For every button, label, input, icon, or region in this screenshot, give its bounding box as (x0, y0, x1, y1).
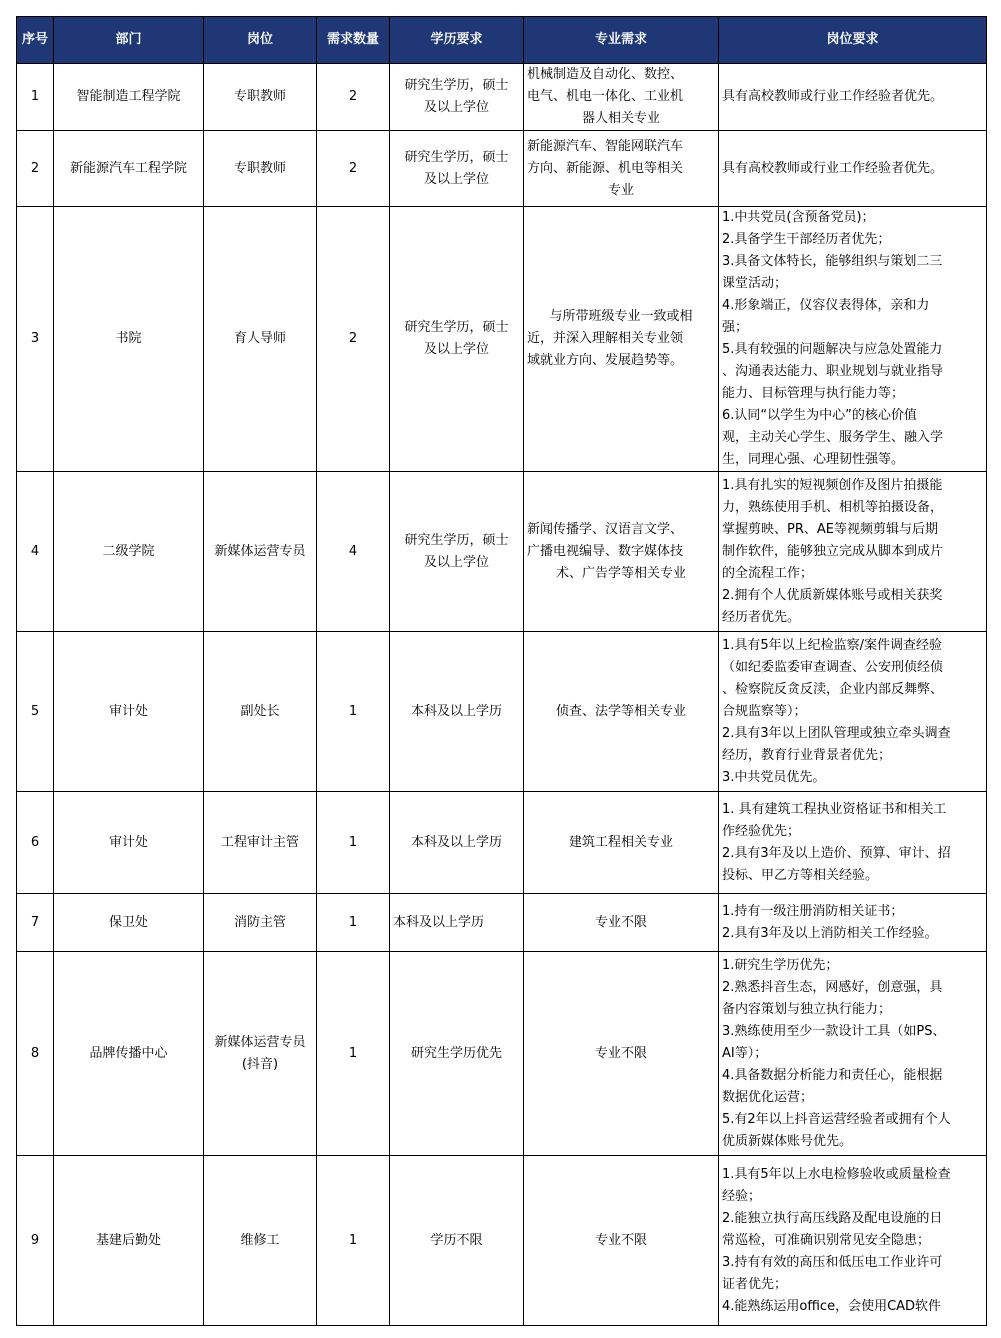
req-line: 数据优化运营； (722, 1089, 814, 1105)
cell-dept: 基建后勤处 (54, 1156, 204, 1326)
cell-dept: 书院 (54, 207, 204, 472)
major-line: 术、广告学等相关专业 (555, 565, 686, 581)
cell-no: 2 (17, 131, 54, 207)
edu-line: 研究生学历，硕士 (404, 149, 509, 165)
req-line: 课堂活动； (722, 276, 788, 291)
req-line: 3.熟练使用至少一款设计工具（如PS、 (722, 1023, 946, 1039)
req-line: 5.有2年以上抖音运营经验者或拥有个人 (722, 1111, 951, 1127)
req-line: 2.熟悉抖音生态，网感好，创意强，具 (722, 979, 943, 995)
cell-major (524, 632, 719, 792)
table-row (17, 207, 987, 472)
cell-dept: 二级学院 (54, 472, 204, 632)
major-line: 与所带班级专业一致或相 (549, 309, 693, 324)
cell-req (719, 952, 987, 1156)
major-line: 侦查、法学等相关专业 (555, 703, 686, 719)
job-requirements-table (16, 16, 987, 1326)
req-line: 1.具有扎实的短视频创作及图片拍摄能 (722, 477, 943, 493)
cell-edu (390, 632, 524, 792)
major-line: 专业不限 (594, 1045, 647, 1061)
req-line: 合规监察等）； (722, 703, 807, 719)
table-row (17, 1156, 987, 1326)
cell-count: 1 (317, 952, 390, 1156)
req-line: AI等）； (722, 1045, 768, 1061)
cell-req (719, 207, 987, 472)
req-line: 1.具有5年以上纪检监察/案件调查经验 (722, 637, 943, 653)
cell-no: 9 (17, 1156, 54, 1326)
req-line: 4.能熟练运用office，会使用CAD软件 (722, 1298, 942, 1314)
position-line: 新媒体运营专员 (214, 1034, 306, 1050)
cell-edu (390, 207, 524, 472)
cell-position: 专职教师 (204, 64, 317, 131)
req-line: 2.能独立执行高压线路及配电设施的日 (722, 1210, 943, 1226)
cell-position: 消防主管 (204, 894, 317, 952)
cell-count: 1 (317, 792, 390, 894)
req-line: 3.具备文体特长，能够组织与策划二三 (722, 254, 943, 269)
cell-position: 副处长 (204, 632, 317, 792)
edu-line: 及以上学位 (423, 171, 489, 187)
req-line: 2.具有3年及以上消防相关工作经验。 (722, 925, 938, 941)
cell-count: 2 (317, 64, 390, 131)
edu-line: 研究生学历，硕士 (404, 78, 509, 93)
header-dept: 部门 (54, 17, 204, 64)
cell-major (524, 131, 719, 207)
table-header-row (17, 17, 987, 64)
table-row (17, 64, 987, 131)
edu-line: 本科及以上学历 (410, 834, 502, 850)
req-line: 生，同理心强、心理韧性强等。 (722, 452, 905, 467)
cell-no: 3 (17, 207, 54, 472)
req-line: 1. 具有建筑工程执业资格证书和相关工 (722, 801, 947, 817)
major-line: 新能源汽车、智能网联汽车 (527, 138, 684, 154)
cell-req (719, 632, 987, 792)
header-count: 需求数量 (317, 17, 390, 64)
table-row (17, 472, 987, 632)
req-line: 6.认同“以学生为中心”的核心价值 (722, 408, 917, 423)
req-line: 1.持有一级注册消防相关证书； (722, 903, 904, 919)
cell-req (719, 64, 987, 131)
cell-count: 2 (317, 131, 390, 207)
req-line: 2.拥有个人优质新媒体账号或相关获奖 (722, 587, 943, 603)
req-line: 1.研究生学历优先； (722, 957, 839, 973)
major-line: 近，并深入理解相关专业领 (527, 331, 684, 346)
req-line: 5.具有较强的问题解决与应急处置能力 (722, 342, 943, 357)
position-line: (抖音) (241, 1056, 279, 1072)
cell-position (204, 952, 317, 1156)
header-no: 序号 (17, 17, 54, 64)
req-line: 1.中共党员(含预备党员)； (722, 210, 875, 225)
req-line: 2.具有3年及以上造价、预算、审计、招 (722, 845, 951, 861)
cell-major (524, 792, 719, 894)
edu-line: 研究生学历优先 (410, 1045, 502, 1061)
req-line: 备内容策划与独立执行能力； (722, 1001, 892, 1017)
cell-dept: 品牌传播中心 (54, 952, 204, 1156)
cell-position: 维修工 (204, 1156, 317, 1326)
req-line: 3.持有有效的高压和低压电工作业许可 (722, 1254, 943, 1270)
req-line: 能力、目标管理与执行能力等； (722, 386, 905, 401)
cell-major (524, 207, 719, 472)
req-line: 投标、甲乙方等相关经验。 (722, 867, 879, 883)
cell-edu (390, 131, 524, 207)
req-line: 优质新媒体账号优先。 (722, 1133, 853, 1149)
cell-count: 1 (317, 632, 390, 792)
header-major: 专业需求 (524, 17, 719, 64)
req-line: 掌握剪映、PR、AE等视频剪辑与后期 (722, 521, 938, 537)
req-line: 具有高校教师或行业工作经验者优先。 (722, 89, 944, 104)
cell-req (719, 894, 987, 952)
cell-no: 7 (17, 894, 54, 952)
req-line: 常巡检，可准确识别常见安全隐患； (722, 1232, 931, 1248)
req-line: 4.具备数据分析能力和责任心，能根据 (722, 1067, 943, 1083)
cell-position: 新媒体运营专员 (204, 472, 317, 632)
req-line: 经历，教育行业背景者优先； (722, 747, 892, 763)
cell-no: 8 (17, 952, 54, 1156)
edu-line: 本科及以上学历 (410, 703, 502, 719)
req-line: 2.具有3年以上团队管理或独立牵头调查 (722, 725, 951, 741)
edu-line: 研究生学历，硕士 (404, 532, 509, 548)
cell-major (524, 1156, 719, 1326)
cell-position: 专职教师 (204, 131, 317, 207)
cell-dept: 审计处 (54, 792, 204, 894)
req-line: 、检察院反贪反渎，企业内部反舞弊、 (722, 681, 944, 697)
cell-req (719, 1156, 987, 1326)
cell-dept: 智能制造工程学院 (54, 64, 204, 131)
cell-no: 5 (17, 632, 54, 792)
table-row (17, 632, 987, 792)
cell-req (719, 792, 987, 894)
table-row (17, 131, 987, 207)
cell-major (524, 472, 719, 632)
major-line: 电气、机电一体化、工业机 (527, 89, 684, 104)
req-line: 力，熟练使用手机、相机等拍摄设备， (722, 499, 944, 515)
cell-edu (390, 792, 524, 894)
cell-position: 工程审计主管 (204, 792, 317, 894)
cell-edu (390, 894, 524, 952)
req-line: 强； (722, 320, 749, 335)
cell-position: 育人导师 (204, 207, 317, 472)
cell-edu (390, 472, 524, 632)
table-row (17, 952, 987, 1156)
major-line: 广播电视编导、数字媒体技 (527, 543, 684, 559)
cell-major (524, 894, 719, 952)
major-line: 器人相关专业 (581, 111, 660, 126)
table-row (17, 894, 987, 952)
major-line: 建筑工程相关专业 (568, 834, 673, 850)
cell-dept: 保卫处 (54, 894, 204, 952)
req-line: 2.具备学生干部经历者优先； (722, 232, 891, 247)
req-line: 、沟通表达能力、职业规划与就业指导 (722, 364, 944, 379)
req-line: 具有高校教师或行业工作经验者优先。 (722, 160, 944, 176)
req-line: 作经验优先； (722, 823, 801, 839)
req-line: 经历者优先。 (722, 609, 801, 625)
cell-req (719, 131, 987, 207)
major-line: 专业 (607, 182, 634, 198)
cell-no: 4 (17, 472, 54, 632)
cell-count: 1 (317, 894, 390, 952)
req-line: 4.形象端正，仪容仪表得体，亲和力 (722, 298, 930, 313)
cell-dept: 审计处 (54, 632, 204, 792)
cell-count: 1 (317, 1156, 390, 1326)
req-line: （如纪委监委审查调查、公安刑侦经侦 (722, 659, 944, 675)
cell-edu (390, 1156, 524, 1326)
cell-edu (390, 952, 524, 1156)
req-line: 1.具有5年以上水电检修验收或质量检查 (722, 1166, 951, 1182)
header-edu: 学历要求 (390, 17, 524, 64)
edu-line: 研究生学历，硕士 (404, 320, 509, 335)
req-line: 经验； (722, 1188, 762, 1204)
cell-count: 4 (317, 472, 390, 632)
req-line: 制作软件，能够独立完成从脚本到成片 (722, 543, 944, 559)
major-line: 机械制造及自动化、数控、 (527, 67, 684, 82)
edu-line: 及以上学位 (423, 100, 489, 115)
edu-line: 及以上学位 (423, 342, 489, 357)
edu-line: 及以上学位 (423, 554, 489, 570)
req-line: 3.中共党员优先。 (722, 769, 826, 785)
header-req: 岗位要求 (719, 17, 987, 64)
table-row (17, 792, 987, 894)
req-line: 观，主动关心学生、服务学生、融入学 (722, 430, 944, 445)
header-position: 岗位 (204, 17, 317, 64)
cell-edu (390, 64, 524, 131)
cell-dept: 新能源汽车工程学院 (54, 131, 204, 207)
cell-no: 1 (17, 64, 54, 131)
major-line: 新闻传播学、汉语言文学、 (527, 521, 684, 537)
major-line: 域就业方向、发展趋势等。 (527, 353, 684, 368)
major-line: 方向、新能源、机电等相关 (527, 160, 684, 176)
cell-count: 2 (317, 207, 390, 472)
cell-req (719, 472, 987, 632)
edu-line: 学历不限 (430, 1232, 483, 1248)
cell-no: 6 (17, 792, 54, 894)
major-line: 专业不限 (594, 914, 647, 930)
job-table-container (16, 16, 987, 1326)
req-line: 证者优先； (722, 1276, 788, 1292)
cell-major (524, 64, 719, 131)
major-line: 专业不限 (594, 1232, 647, 1248)
edu-line: 本科及以上学历 (393, 914, 485, 930)
req-line: 的全流程工作； (722, 565, 814, 581)
cell-major (524, 952, 719, 1156)
